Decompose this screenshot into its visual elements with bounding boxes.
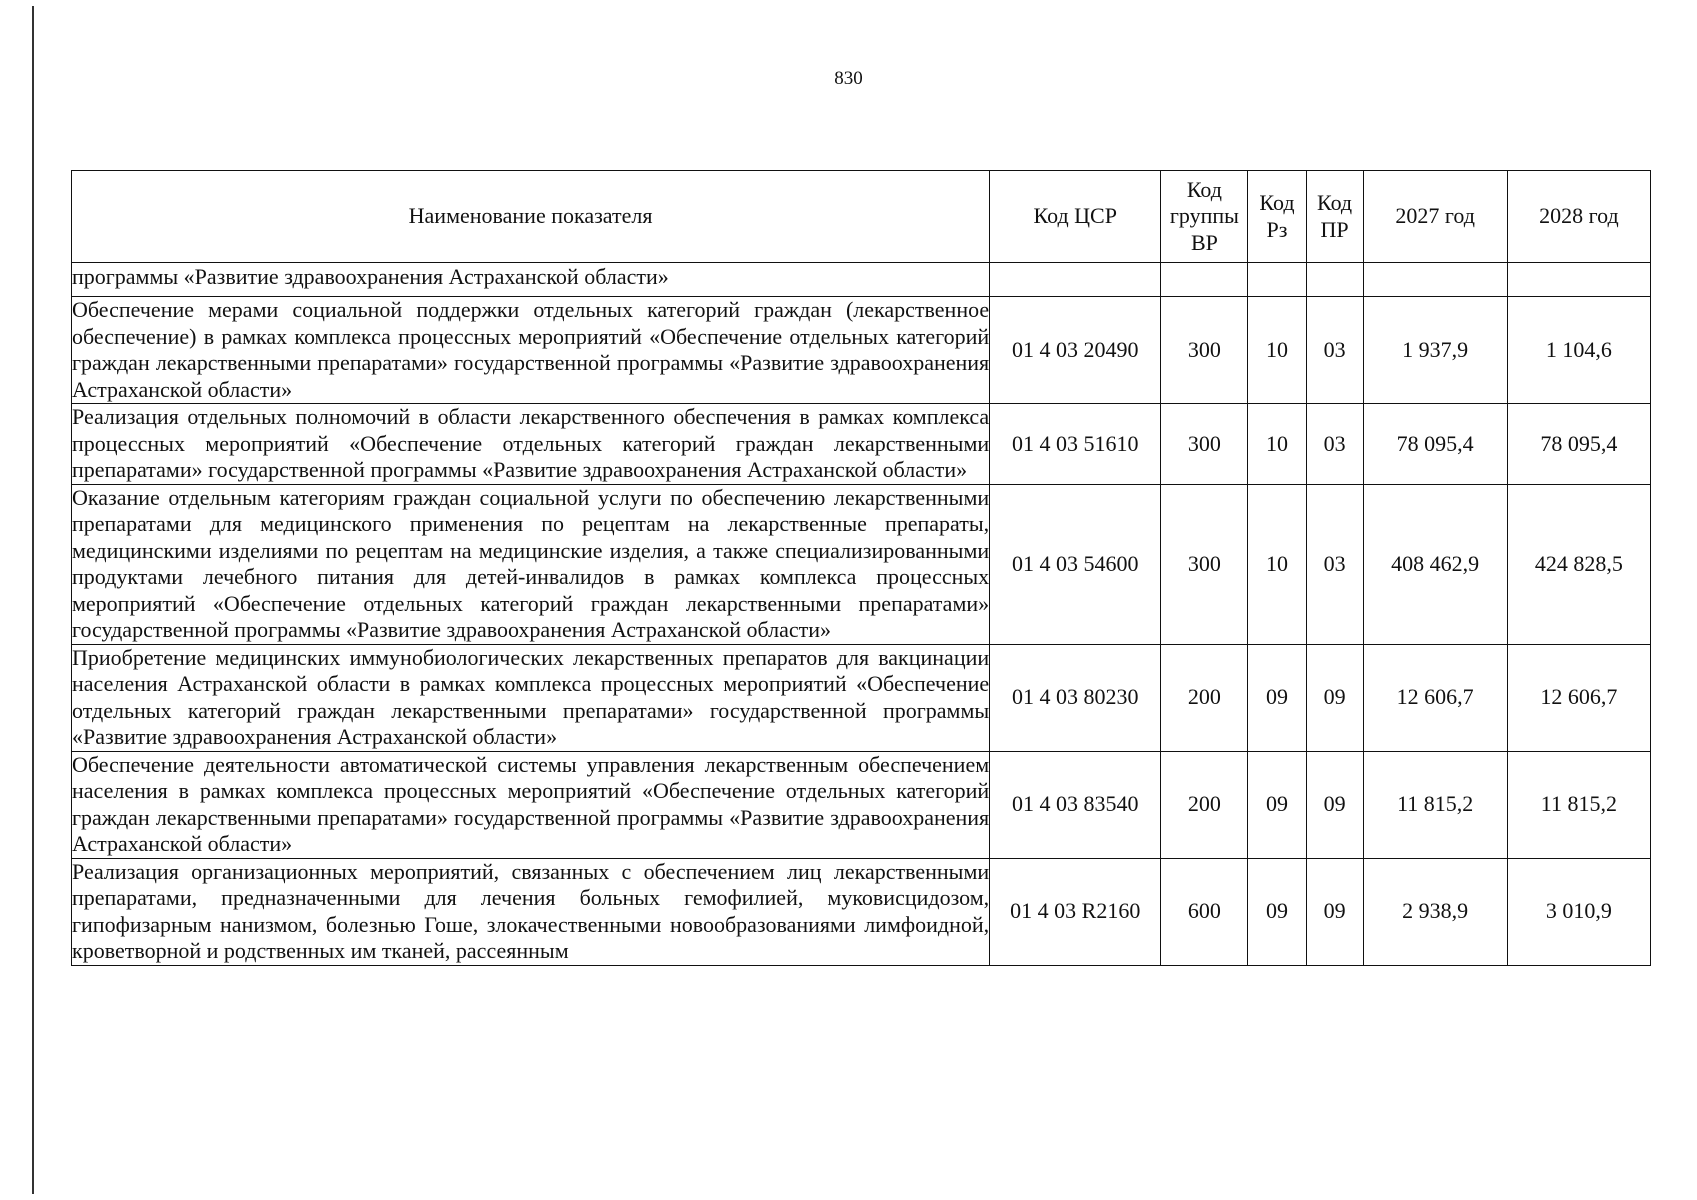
row-csr-code [990, 263, 1161, 297]
row-vr-code: 600 [1161, 858, 1248, 965]
row-rz-code: 09 [1248, 858, 1306, 965]
table-row [72, 404, 1651, 485]
row-amount-2027: 2 938,9 [1363, 858, 1507, 965]
row-amount-2027 [1363, 263, 1507, 297]
row-rz-code: 09 [1248, 644, 1306, 751]
row-amount-2028: 3 010,9 [1507, 858, 1650, 965]
row-pr-code: 03 [1306, 484, 1363, 644]
row-name: Обеспечение деятельности автоматической системы управления лекарственным обеспечением населения в рамках комплекса процессных мероприятий «Обеспечение отдельных категорий граждан лекарственными препаратами» государственной программы «Развитие здравоохранения Астраханской области» [72, 751, 990, 856]
row-pr-code: 03 [1306, 297, 1363, 404]
header-year-2028: 2028 год [1507, 171, 1650, 263]
row-vr-code: 200 [1161, 751, 1248, 858]
row-csr-code: 01 4 03 51610 [990, 404, 1161, 485]
row-csr-code: 01 4 03 R2160 [990, 858, 1161, 965]
row-name: Реализация отдельных полномочий в области лекарственного обеспечения в рамках комплекса процессных мероприятий «Обеспечение отдельных категорий граждан лекарственными препаратами» государственной программы «Развитие здравоохранения Астраханской области» [72, 404, 990, 482]
row-pr-code: 09 [1306, 644, 1363, 751]
page-number: 830 [834, 68, 863, 89]
page-margin-rule [32, 6, 34, 1194]
header-name: Наименование показателя [72, 171, 990, 263]
row-rz-code: 10 [1248, 404, 1306, 485]
row-amount-2028 [1507, 263, 1650, 297]
row-csr-code: 01 4 03 20490 [990, 297, 1161, 404]
row-amount-2028: 78 095,4 [1507, 404, 1650, 485]
table-header-row [72, 171, 1651, 263]
row-pr-code [1306, 263, 1363, 297]
header-vr-code: Код группы ВР [1161, 171, 1248, 263]
row-amount-2027: 78 095,4 [1363, 404, 1507, 485]
row-name: Оказание отдельным категориям граждан социальной услуги по обеспечению лекарственными препаратами для медицинского применения по рецептам на лекарственные препараты, медицинскими изделиями по рецептам на медицинские изделия, а также специализированными продуктами лечебного питания для детей-инвалидов в рамках комплекса процессных мероприятий «Обеспечение отдельных категорий граждан лекарственными препаратами» государственной программы «Развитие здравоохранения Астраханской области» [72, 484, 990, 642]
row-amount-2027: 408 462,9 [1363, 484, 1507, 644]
row-name: программы «Развитие здравоохранения Астраханской области» [72, 263, 990, 297]
row-pr-code: 03 [1306, 404, 1363, 485]
table-row [72, 858, 1651, 965]
row-vr-code: 200 [1161, 644, 1248, 751]
row-csr-code: 01 4 03 80230 [990, 644, 1161, 751]
row-name: Приобретение медицинских иммунобиологических лекарственных препаратов для вакцинации населения Астраханской области в рамках комплекса процессных мероприятий «Обеспечение отдельных категорий граждан лекарственными препаратами» государственной программы «Развитие здравоохранения Астраханской области» [72, 644, 990, 749]
row-amount-2027: 12 606,7 [1363, 644, 1507, 751]
row-name: Обеспечение мерами социальной поддержки отдельных категорий граждан (лекарственное обеспечение) в рамках комплекса процессных мероприятий «Обеспечение отдельных категорий граждан лекарственными препаратами» государственной программы «Развитие здравоохранения Астраханской области» [72, 297, 990, 402]
table-row [72, 297, 1651, 404]
header-rz-code: Код Рз [1248, 171, 1306, 263]
header-pr-code: Код ПР [1306, 171, 1363, 263]
row-csr-code: 01 4 03 54600 [990, 484, 1161, 644]
row-name: Реализация организационных мероприятий, связанных с обеспечением лиц лекарственными препаратами, предназначенными для лечения больных гемофилией, муковисцидозом, гипофизарным нанизмом, болезнью Гоше, злокачественными новообразованиями лимфоидной, кроветворной и родственных им тканей, рассеянным [72, 858, 990, 963]
row-amount-2028: 12 606,7 [1507, 644, 1650, 751]
table-row [72, 751, 1651, 858]
row-rz-code: 10 [1248, 297, 1306, 404]
row-rz-code: 10 [1248, 484, 1306, 644]
table-row [72, 263, 1651, 297]
row-amount-2028: 11 815,2 [1507, 751, 1650, 858]
row-amount-2027: 1 937,9 [1363, 297, 1507, 404]
table-row [72, 644, 1651, 751]
header-year-2027: 2027 год [1363, 171, 1507, 263]
row-amount-2028: 1 104,6 [1507, 297, 1650, 404]
header-csr-code: Код ЦСР [990, 171, 1161, 263]
row-csr-code: 01 4 03 83540 [990, 751, 1161, 858]
budget-table [71, 170, 1651, 966]
row-amount-2027: 11 815,2 [1363, 751, 1507, 858]
row-pr-code: 09 [1306, 751, 1363, 858]
row-vr-code [1161, 263, 1248, 297]
row-rz-code [1248, 263, 1306, 297]
row-amount-2028: 424 828,5 [1507, 484, 1650, 644]
row-vr-code: 300 [1161, 404, 1248, 485]
row-pr-code: 09 [1306, 858, 1363, 965]
row-vr-code: 300 [1161, 484, 1248, 644]
table-row [72, 484, 1651, 644]
row-vr-code: 300 [1161, 297, 1248, 404]
row-rz-code: 09 [1248, 751, 1306, 858]
